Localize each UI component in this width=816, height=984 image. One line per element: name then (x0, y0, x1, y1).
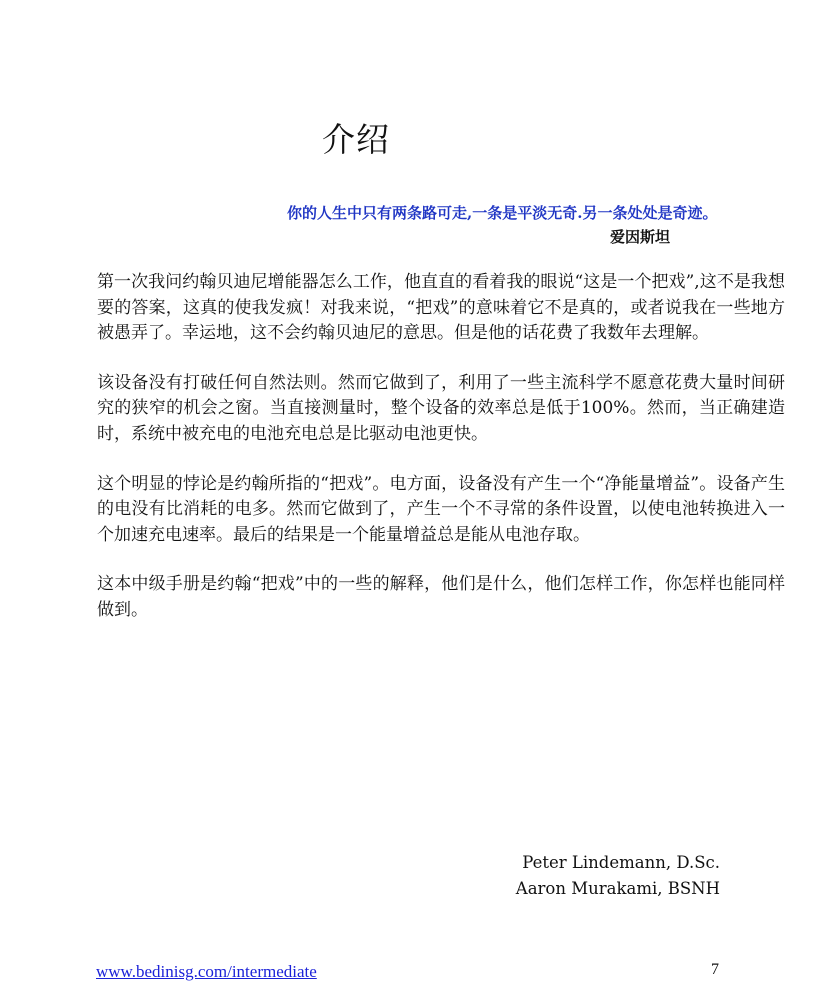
epigraph-quote: 你的人生中只有两条路可走,一条是平淡无奇.另一条处处是奇迹。 (287, 204, 718, 222)
author-name: Aaron Murakami, BSNH (515, 879, 720, 898)
page-number: 7 (711, 961, 719, 978)
signature-block (440, 850, 720, 902)
epigraph-author: 爱因斯坦 (610, 228, 671, 246)
footer-website-link[interactable]: www.bedinisg.com/intermediate (96, 962, 317, 981)
author-name: Peter Lindemann, D.Sc. (522, 853, 720, 872)
paragraph: 这个明显的悖论是约翰所指的“把戏”。电方面，设备没有产生一个“净能量增益”。设备产生的电没有比消耗的电多。然而它做到了，产生一个不寻常的条件设置，以使电池转换进入一个加速充电速率。最后的结果是一个能量增益总是能从电池存取。 (97, 473, 785, 545)
paragraph: 这本中级手册是约翰“把戏”中的一些的解释，他们是什么，他们怎样工作，你怎样也能同样做到。 (97, 574, 785, 620)
page-title: 介绍 (322, 120, 390, 159)
paragraph: 第一次我问约翰贝迪尼增能器怎么工作，他直直的看着我的眼说“这是一个把戏”,这不是我想要的答案，这真的使我发疯！对我来说，“把戏”的意味着它不是真的，或者说我在一些地方被愚弄了。幸运地，这不会约翰贝迪尼的意思。但是他的话花费了我数年去理解。 (97, 272, 785, 344)
paragraph: 该设备没有打破任何自然法则。然而它做到了，利用了一些主流科学不愿意花费大量时间研究的狭窄的机会之窗。当直接测量时，整个设备的效率总是低于100%。然而，当正确建造时，系统中被充电的电池充电总是比驱动电池更快。 (97, 372, 785, 444)
body-text (97, 270, 785, 648)
